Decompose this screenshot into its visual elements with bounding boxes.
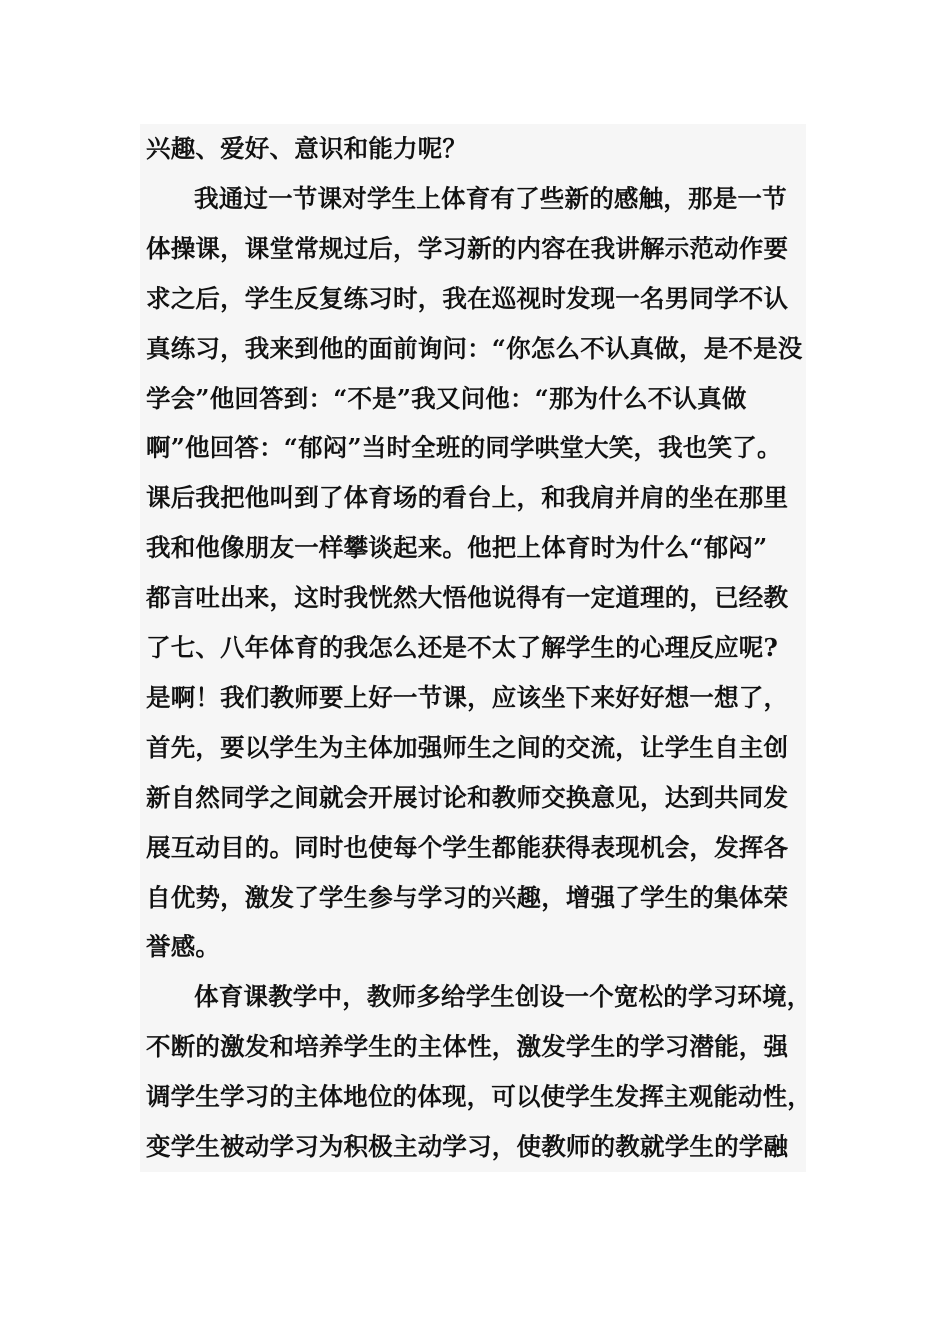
text-line: 新自然同学之间就会开展讨论和教师交换意见，达到共同发 (146, 782, 789, 812)
text-line: 不断的激发和培养学生的主体性，激发学生的学习潜能，强 (146, 1032, 789, 1062)
text-line: 变学生被动学习为积极主动学习，使教师的教就学生的学融 (146, 1132, 789, 1161)
text-line: 课后我把他叫到了体育场的看台上，和我肩并肩的坐在那里 (146, 483, 789, 513)
text-line: 体育课教学中，教师多给学生创设一个宽松的学习环境， (194, 982, 812, 1012)
text-line: 学会”他回答到：“不是”我又问他：“那为什么不认真做 (146, 383, 747, 413)
text-line: 我和他像朋友一样攀谈起来。他把上体育时为什么“郁闷” (146, 533, 768, 563)
text-line: 调学生学习的主体地位的体现，可以使学生发挥主观能动性， (146, 1082, 812, 1112)
text-line: 求之后，学生反复练习时，我在巡视时发现一名男同学不认 (146, 283, 789, 313)
text-line: 首先，要以学生为主体加强师生之间的交流，让学生自主创 (146, 732, 789, 762)
text-line: 体操课，课堂常规过后，学习新的内容在我讲解示范动作要 (146, 233, 789, 263)
text-line: 都言吐出来，这时我恍然大悟他说得有一定道理的，已经教 (146, 583, 789, 613)
text-line: 兴趣、爱好、意识和能力呢？ (146, 134, 468, 163)
text-line: 了七、八年体育的我怎么还是不太了解学生的心理反应呢? (146, 633, 779, 662)
text-line: 自优势，激发了学生参与学习的兴趣，增强了学生的集体荣 (146, 882, 789, 912)
text-line: 展互动目的。同时也使每个学生都能获得表现机会，发挥各 (146, 832, 789, 862)
text-line: 啊”他回答：“郁闷”当时全班的同学哄堂大笑，我也笑了。 (146, 433, 782, 463)
text-line: 我通过一节课对学生上体育有了些新的感触，那是一节 (194, 183, 787, 213)
text-line: 是啊！我们教师要上好一节课，应该坐下来好好想一想了， (146, 682, 789, 712)
text-line: 誉感。 (146, 932, 221, 962)
text-line: 真练习，我来到他的面前询问：“你怎么不认真做，是不是没 (146, 333, 803, 363)
body-text-block (140, 124, 812, 1172)
